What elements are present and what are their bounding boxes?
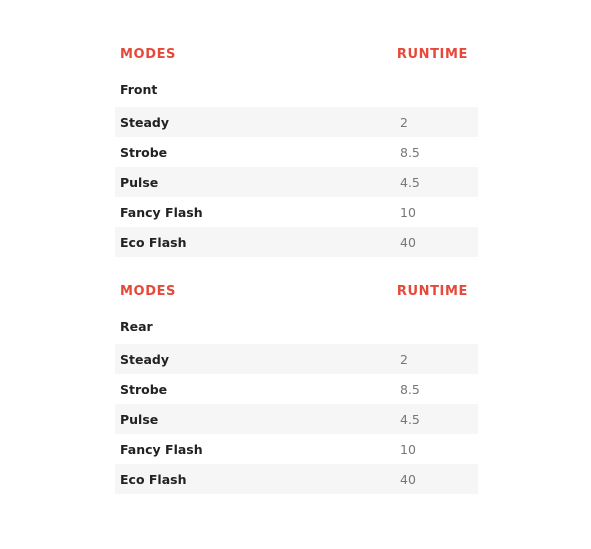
runtime-value: 2	[400, 114, 408, 130]
table-row	[115, 464, 478, 494]
table-row	[115, 167, 478, 197]
mode-name: Steady	[120, 114, 169, 130]
runtime-column-header: RUNTIME	[396, 46, 468, 62]
table-row	[115, 374, 478, 404]
rear-runtime-table	[115, 274, 478, 494]
mode-name: Eco Flash	[120, 234, 187, 250]
mode-name: Strobe	[120, 144, 168, 160]
mode-name: Fancy Flash	[120, 204, 203, 220]
runtime-value: 8.5	[400, 144, 420, 160]
runtime-value: 8.5	[400, 381, 420, 397]
table-row	[115, 404, 478, 434]
mode-name: Strobe	[120, 381, 168, 397]
table-row	[115, 344, 478, 374]
runtime-value: 4.5	[400, 411, 420, 427]
table-header	[115, 274, 478, 308]
table-row	[115, 197, 478, 227]
table-row	[115, 434, 478, 464]
group-label-row	[115, 71, 478, 107]
mode-name: Pulse	[120, 174, 159, 190]
mode-name: Pulse	[120, 411, 159, 427]
table-row	[115, 227, 478, 257]
group-label: Rear	[120, 319, 153, 334]
runtime-value: 40	[400, 234, 416, 250]
runtime-value: 10	[400, 204, 416, 220]
mode-name: Eco Flash	[120, 471, 187, 487]
runtime-value: 40	[400, 471, 416, 487]
group-label: Front	[120, 82, 158, 97]
runtime-column-header: RUNTIME	[396, 283, 468, 299]
front-runtime-table	[115, 37, 478, 257]
runtime-value: 4.5	[400, 174, 420, 190]
mode-name: Steady	[120, 351, 169, 367]
modes-column-header: MODES	[120, 283, 177, 299]
table-row	[115, 107, 478, 137]
table-row	[115, 137, 478, 167]
runtime-value: 2	[400, 351, 408, 367]
modes-column-header: MODES	[120, 46, 177, 62]
table-header	[115, 37, 478, 71]
group-label-row	[115, 308, 478, 344]
mode-name: Fancy Flash	[120, 441, 203, 457]
runtime-value: 10	[400, 441, 416, 457]
